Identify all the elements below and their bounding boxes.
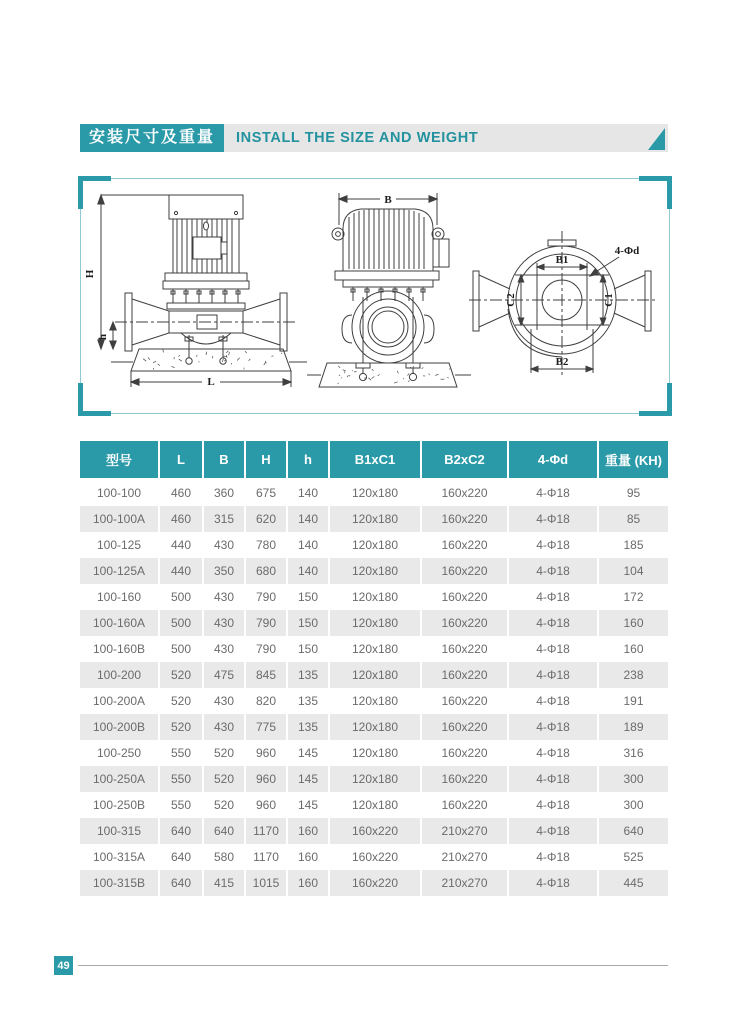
- table-cell: 640: [599, 818, 668, 844]
- table-cell: 475: [204, 662, 244, 688]
- table-cell: 4-Φ18: [509, 610, 597, 636]
- table-cell: 4-Φ18: [509, 662, 597, 688]
- table-cell: 4-Φ18: [509, 584, 597, 610]
- table-cell: 150: [288, 636, 328, 662]
- table-cell: 415: [204, 870, 244, 896]
- table-cell: 525: [599, 844, 668, 870]
- table-cell: 100-250A: [80, 766, 158, 792]
- side-view-drawing: [84, 195, 307, 388]
- table-cell: 120x180: [330, 558, 420, 584]
- pump-dimension-drawings: [81, 179, 667, 411]
- table-cell: 100-125A: [80, 558, 158, 584]
- dimension-table: [80, 441, 668, 896]
- drawing-frame: [80, 178, 670, 414]
- table-cell: 160x220: [422, 558, 507, 584]
- table-cell: 160: [288, 844, 328, 870]
- table-cell: 4-Φ18: [509, 506, 597, 532]
- table-cell: 185: [599, 532, 668, 558]
- col-header-b2xc2: B2xC2: [422, 441, 507, 478]
- table-cell: 160x220: [422, 766, 507, 792]
- table-cell: 100-250: [80, 740, 158, 766]
- table-cell: 120x180: [330, 766, 420, 792]
- table-cell: 120x180: [330, 740, 420, 766]
- table-cell: 4-Φ18: [509, 844, 597, 870]
- table-cell: 210x270: [422, 844, 507, 870]
- table-cell: 790: [246, 610, 286, 636]
- table-cell: 120x180: [330, 662, 420, 688]
- corner-triangle-icon: [648, 128, 665, 150]
- table-cell: 100-200: [80, 662, 158, 688]
- table-cell: 120x180: [330, 688, 420, 714]
- table-row: [80, 480, 668, 506]
- table-row: [80, 740, 668, 766]
- table-cell: 120x180: [330, 506, 420, 532]
- table-cell: 520: [204, 766, 244, 792]
- svg-text:B2: B2: [555, 356, 569, 368]
- table-cell: 120x180: [330, 714, 420, 740]
- table-cell: 160: [288, 818, 328, 844]
- table-row: [80, 844, 668, 870]
- table-cell: 135: [288, 688, 328, 714]
- page-number-badge: 49: [54, 956, 73, 975]
- table-row: [80, 766, 668, 792]
- table-row: [80, 688, 668, 714]
- col-header-l: L: [160, 441, 202, 478]
- table-cell: 140: [288, 480, 328, 506]
- col-header-b: B: [204, 441, 244, 478]
- table-row: [80, 714, 668, 740]
- table-cell: 620: [246, 506, 286, 532]
- table-cell: 150: [288, 610, 328, 636]
- table-cell: 845: [246, 662, 286, 688]
- table-cell: 100-160: [80, 584, 158, 610]
- table-cell: 160x220: [330, 870, 420, 896]
- svg-text:B1: B1: [555, 254, 569, 266]
- table-cell: 4-Φ18: [509, 480, 597, 506]
- table-cell: 189: [599, 714, 668, 740]
- table-cell: 640: [204, 818, 244, 844]
- table-header-row: [80, 441, 668, 478]
- table-cell: 100-315B: [80, 870, 158, 896]
- table-cell: 120x180: [330, 636, 420, 662]
- col-header-b1xc1: B1xC1: [330, 441, 420, 478]
- table-cell: 160x220: [330, 844, 420, 870]
- table-cell: 960: [246, 740, 286, 766]
- table-cell: 160x220: [422, 636, 507, 662]
- table-cell: 140: [288, 532, 328, 558]
- table-cell: 100-250B: [80, 792, 158, 818]
- svg-text:L: L: [207, 376, 215, 388]
- table-cell: 640: [160, 844, 202, 870]
- table-cell: 500: [160, 636, 202, 662]
- table-cell: 140: [288, 558, 328, 584]
- table-cell: 316: [599, 740, 668, 766]
- table-cell: 95: [599, 480, 668, 506]
- table-cell: 172: [599, 584, 668, 610]
- svg-text:B: B: [384, 194, 392, 206]
- table-cell: 960: [246, 792, 286, 818]
- table-cell: 85: [599, 506, 668, 532]
- front-view-drawing: [307, 193, 471, 387]
- table-cell: 120x180: [330, 480, 420, 506]
- table-cell: 160x220: [422, 532, 507, 558]
- table-cell: 160x220: [422, 792, 507, 818]
- table-cell: 315: [204, 506, 244, 532]
- table-cell: 145: [288, 740, 328, 766]
- table-cell: 960: [246, 766, 286, 792]
- table-cell: 4-Φ18: [509, 870, 597, 896]
- table-cell: 520: [204, 792, 244, 818]
- table-cell: 120x180: [330, 584, 420, 610]
- table-cell: 160x220: [422, 480, 507, 506]
- table-cell: 100-100A: [80, 506, 158, 532]
- table-cell: 790: [246, 636, 286, 662]
- table-cell: 550: [160, 792, 202, 818]
- table-cell: 120x180: [330, 610, 420, 636]
- table-row: [80, 506, 668, 532]
- table-cell: 520: [160, 714, 202, 740]
- table-cell: 140: [288, 506, 328, 532]
- table-cell: 520: [160, 688, 202, 714]
- table-cell: 790: [246, 584, 286, 610]
- table-cell: 4-Φ18: [509, 740, 597, 766]
- table-cell: 440: [160, 532, 202, 558]
- table-cell: 4-Φ18: [509, 792, 597, 818]
- table-cell: 430: [204, 532, 244, 558]
- table-cell: 160x220: [422, 688, 507, 714]
- table-cell: 430: [204, 610, 244, 636]
- table-cell: 100-315A: [80, 844, 158, 870]
- table-cell: 500: [160, 584, 202, 610]
- table-cell: 780: [246, 532, 286, 558]
- svg-text:C2: C2: [505, 293, 517, 307]
- table-cell: 4-Φ18: [509, 532, 597, 558]
- table-cell: 135: [288, 662, 328, 688]
- table-cell: 160: [599, 610, 668, 636]
- table-cell: 820: [246, 688, 286, 714]
- table-cell: 520: [204, 740, 244, 766]
- table-body: [80, 480, 668, 896]
- table-cell: 550: [160, 766, 202, 792]
- table-cell: 430: [204, 688, 244, 714]
- table-row: [80, 662, 668, 688]
- section-title-en: INSTALL THE SIZE AND WEIGHT: [236, 130, 479, 146]
- svg-text:h: h: [97, 333, 109, 341]
- table-cell: 160x220: [422, 740, 507, 766]
- table-cell: 520: [160, 662, 202, 688]
- table-cell: 160x220: [422, 714, 507, 740]
- table-cell: 238: [599, 662, 668, 688]
- table-cell: 135: [288, 714, 328, 740]
- table-cell: 4-Φ18: [509, 688, 597, 714]
- table-row: [80, 610, 668, 636]
- table-cell: 640: [160, 818, 202, 844]
- footer-divider: [78, 965, 668, 966]
- table-cell: 4-Φ18: [509, 766, 597, 792]
- table-cell: 160: [599, 636, 668, 662]
- table-cell: 440: [160, 558, 202, 584]
- table-row: [80, 792, 668, 818]
- table-cell: 100-315: [80, 818, 158, 844]
- table-cell: 500: [160, 610, 202, 636]
- table-cell: 550: [160, 740, 202, 766]
- table-row: [80, 532, 668, 558]
- table-cell: 100-200A: [80, 688, 158, 714]
- table-cell: 191: [599, 688, 668, 714]
- table-cell: 120x180: [330, 792, 420, 818]
- table-cell: 104: [599, 558, 668, 584]
- table-cell: 640: [160, 870, 202, 896]
- svg-text:H: H: [84, 269, 96, 279]
- table-cell: 360: [204, 480, 244, 506]
- table-cell: 150: [288, 584, 328, 610]
- table-cell: 160x220: [422, 610, 507, 636]
- table-cell: 100-100: [80, 480, 158, 506]
- table-cell: 580: [204, 844, 244, 870]
- table-cell: 4-Φ18: [509, 818, 597, 844]
- table-cell: 4-Φ18: [509, 636, 597, 662]
- col-header-h-cap: H: [246, 441, 286, 478]
- col-header-model: 型号: [80, 441, 158, 478]
- table-cell: 160: [288, 870, 328, 896]
- table-cell: 160x220: [422, 584, 507, 610]
- table-cell: 160x220: [330, 818, 420, 844]
- col-header-h-low: h: [288, 441, 328, 478]
- table-cell: 145: [288, 792, 328, 818]
- table-cell: 775: [246, 714, 286, 740]
- table-cell: 160x220: [422, 662, 507, 688]
- table-cell: 300: [599, 766, 668, 792]
- table-cell: 430: [204, 714, 244, 740]
- table-cell: 100-160A: [80, 610, 158, 636]
- table-row: [80, 558, 668, 584]
- table-cell: 100-125: [80, 532, 158, 558]
- table-cell: 300: [599, 792, 668, 818]
- table-cell: 460: [160, 480, 202, 506]
- table-cell: 100-160B: [80, 636, 158, 662]
- table-cell: 675: [246, 480, 286, 506]
- table-cell: 350: [204, 558, 244, 584]
- table-cell: 430: [204, 584, 244, 610]
- top-view-drawing: [469, 231, 657, 375]
- section-title-zh: 安装尺寸及重量: [80, 124, 224, 152]
- section-header: [80, 124, 668, 152]
- table-cell: 1015: [246, 870, 286, 896]
- svg-text:4-Φd: 4-Φd: [614, 245, 640, 257]
- table-cell: 160x220: [422, 506, 507, 532]
- svg-text:C1: C1: [603, 293, 615, 307]
- table-row: [80, 818, 668, 844]
- table-cell: 120x180: [330, 532, 420, 558]
- table-cell: 1170: [246, 818, 286, 844]
- table-cell: 460: [160, 506, 202, 532]
- table-cell: 210x270: [422, 818, 507, 844]
- table-cell: 4-Φ18: [509, 714, 597, 740]
- table-row: [80, 870, 668, 896]
- table-cell: 210x270: [422, 870, 507, 896]
- table-cell: 100-200B: [80, 714, 158, 740]
- table-cell: 680: [246, 558, 286, 584]
- table-row: [80, 584, 668, 610]
- table-cell: 145: [288, 766, 328, 792]
- table-cell: 445: [599, 870, 668, 896]
- col-header-bolts: 4-Φd: [509, 441, 597, 478]
- table-cell: 4-Φ18: [509, 558, 597, 584]
- table-cell: 430: [204, 636, 244, 662]
- table-cell: 1170: [246, 844, 286, 870]
- table-row: [80, 636, 668, 662]
- col-header-weight: 重量 (KH): [599, 441, 668, 478]
